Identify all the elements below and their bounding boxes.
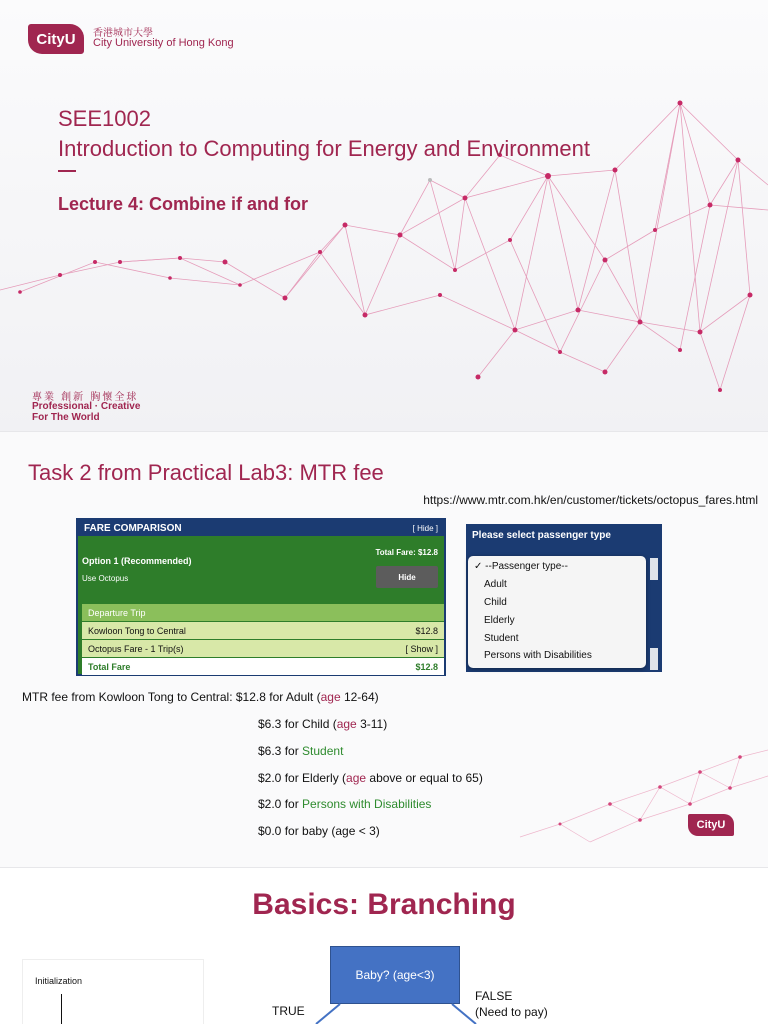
fee-line-baby: $0.0 for baby (age < 3) [258, 824, 380, 838]
fare-row-label: Total Fare [88, 661, 131, 672]
passenger-option[interactable]: Child [484, 596, 507, 608]
fare-comparison-panel [76, 518, 446, 676]
false-label-line1: FALSE [475, 989, 513, 1003]
fare-row-octopus [82, 640, 444, 657]
fare-row-label: Octopus Fare - 1 Trip(s) [88, 643, 184, 654]
fare-row-label: Departure Trip [88, 607, 146, 618]
select-edge [650, 648, 658, 670]
passenger-option[interactable]: Persons with Disabilities [484, 650, 592, 662]
mtr-fares-link[interactable]: https://www.mtr.com.hk/en/customer/tickets/octopus_fares.html [423, 493, 758, 507]
true-label: TRUE [272, 1004, 305, 1018]
fare-row-total [82, 658, 444, 675]
hide-link[interactable]: [ Hide ] [412, 523, 438, 533]
true-arrow [316, 1004, 340, 1024]
false-arrow [452, 1004, 476, 1024]
branch-arrows [0, 868, 768, 1024]
mtr-fee-slide [0, 432, 768, 868]
passenger-type-dropdown[interactable] [468, 556, 646, 668]
fare-row-departure [82, 604, 444, 621]
fare-comparison-title: FARE COMPARISON [84, 522, 182, 534]
course-title: Introduction to Computing for Energy and Environment [58, 136, 590, 161]
fee-line-elderly: $2.0 for Elderly (age above or equal to 65) [258, 771, 483, 785]
fare-row-value: $12.8 [415, 625, 438, 636]
title-divider [58, 170, 76, 172]
fare-row-trip [82, 622, 444, 639]
passenger-type-panel [466, 524, 662, 672]
false-label [475, 988, 548, 1020]
total-fare-summary: Total Fare: $12.8 [375, 548, 438, 557]
option-title: Option 1 (Recommended) [82, 556, 192, 566]
passenger-option[interactable]: Adult [484, 579, 507, 591]
passenger-type-header: Please select passenger type [472, 530, 611, 541]
lecture-title: Lecture 4: Combine if and for [58, 194, 309, 214]
fee-line-child: $6.3 for Child (age 3-11) [258, 717, 388, 731]
motto-english-line2: For The World [32, 412, 100, 423]
fare-rows [82, 604, 444, 676]
false-label-line2: (Need to pay) [475, 1005, 548, 1019]
passenger-option[interactable]: Student [484, 632, 519, 644]
fare-row-value: $12.8 [415, 661, 438, 672]
cityu-logo-small: CityU [688, 814, 734, 836]
passenger-option[interactable]: ✓ --Passenger type-- [474, 561, 568, 573]
fare-row-label: Kowloon Tong to Central [88, 625, 186, 636]
network-graphic [0, 0, 768, 432]
fee-line-adult: MTR fee from Kowloon Tong to Central: $12.8 for Adult (age 12-64) [22, 690, 379, 704]
slide-title: Task 2 from Practical Lab3: MTR fee [28, 460, 384, 485]
fare-comparison-header [78, 520, 444, 536]
motto-chinese: 專業 創新 胸懷全球 [32, 392, 139, 403]
option-subtitle: Use Octopus [82, 574, 129, 583]
hide-button[interactable]: Hide [376, 566, 438, 588]
branching-slide [0, 868, 768, 1024]
motto-english-line1: Professional · Creative [32, 401, 141, 412]
passenger-option[interactable]: Elderly [484, 614, 515, 626]
initialization-label: Initialization [35, 976, 83, 986]
fee-line-student: $6.3 for Student [258, 744, 344, 758]
cityu-logo: CityU [28, 24, 84, 54]
university-name-chinese: 香港城市大學 [93, 28, 153, 39]
title-slide [0, 0, 768, 432]
select-edge [650, 558, 658, 580]
university-name-english: City University of Hong Kong [93, 37, 234, 49]
course-code: SEE1002 [58, 106, 151, 131]
slide-title: Basics: Branching [252, 888, 516, 921]
fee-line-disabilities: $2.0 for Persons with Disabilities [258, 797, 432, 811]
decision-box: Baby? (age<3) [330, 946, 460, 1004]
show-link[interactable]: [ Show ] [405, 643, 438, 654]
